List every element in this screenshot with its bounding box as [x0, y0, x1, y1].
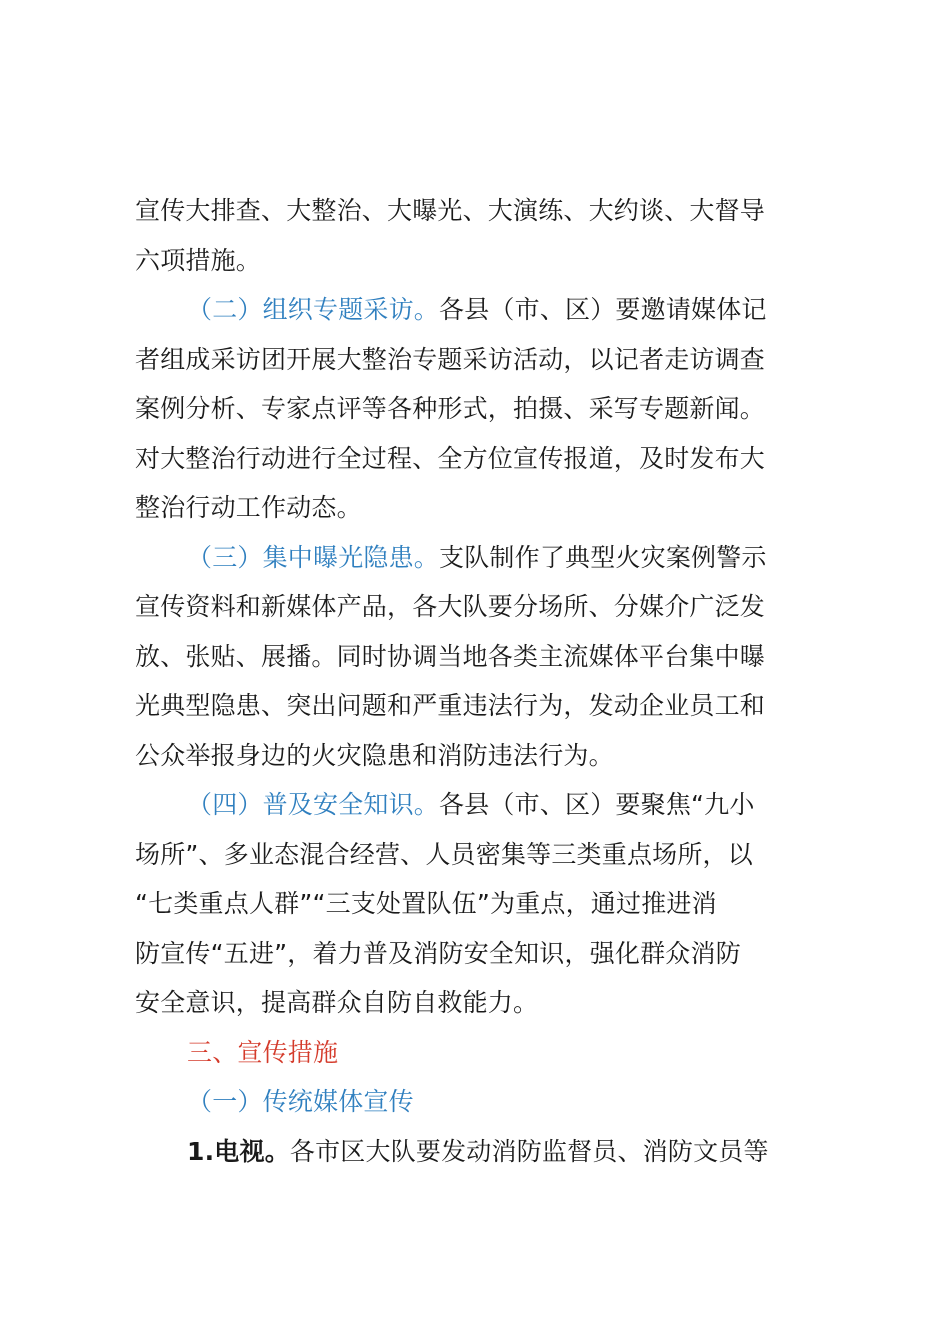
subheading-safety-knowledge: （四）普及安全知识。 [187, 790, 440, 819]
paragraph-text: 各市区大队要发动消防监督员、消防文员等 [289, 1136, 769, 1166]
paragraph-line: 放、张贴、展播。同时协调当地各类主流媒体平台集中曝 [135, 641, 766, 671]
paragraph-line: 安全意识，提高群众自防自救能力。 [135, 988, 539, 1017]
paragraph-line: 场所”、多业态混合经营、人员密集等三类重点场所，以 [135, 839, 753, 869]
document-body [135, 186, 835, 1176]
paragraph-line: 对大整治行动进行全过程、全方位宣传报道，及时发布大 [135, 443, 766, 473]
paragraph-line [135, 1127, 835, 1177]
paragraph-line [135, 533, 835, 583]
paragraph-line: 者组成采访团开展大整治专题采访活动，以记者走访调查 [135, 344, 766, 374]
paragraph-text: 支队制作了典型火灾案例警示 [439, 542, 767, 572]
paragraph-line: 公众举报身边的火灾隐患和消防违法行为。 [135, 740, 614, 770]
paragraph-line: 宣传大排查、大整治、大曝光、大演练、大约谈、大督导 [135, 196, 766, 225]
paragraph-line: 防宣传“五进”，着力普及消防安全知识，强化群众消防 [135, 938, 741, 968]
section-heading: 三、宣传措施 [187, 1037, 339, 1067]
paragraph-line: 整治行动工作动态。 [135, 493, 362, 522]
paragraph-line: 案例分析、专家点评等各种形式，拍摄、采写专题新闻。 [135, 394, 766, 423]
item-lead-tv: 1.电视。 [187, 1136, 290, 1166]
paragraph-line: “七类重点人群”“三支处置队伍”为重点，通过推进消 [135, 889, 717, 918]
paragraph-line: 光典型隐患、突出问题和严重违法行为，发动企业员工和 [135, 691, 766, 720]
paragraph-text: 各县（市、区）要邀请媒体记 [439, 295, 767, 324]
subsection-heading: （一）传统媒体宣传 [187, 1087, 414, 1116]
paragraph-line: 宣传资料和新媒体产品，各大队要分场所、分媒介广泛发 [135, 592, 766, 621]
paragraph-line [135, 780, 835, 830]
paragraph-line [135, 285, 835, 335]
paragraph-line: 六项措施。 [135, 245, 262, 275]
paragraph-text: 各县（市、区）要聚焦“九小 [439, 790, 755, 819]
subheading-expose-hazards: （三）集中曝光隐患。 [187, 542, 440, 572]
subheading-organize-interviews: （二）组织专题采访。 [187, 295, 440, 324]
